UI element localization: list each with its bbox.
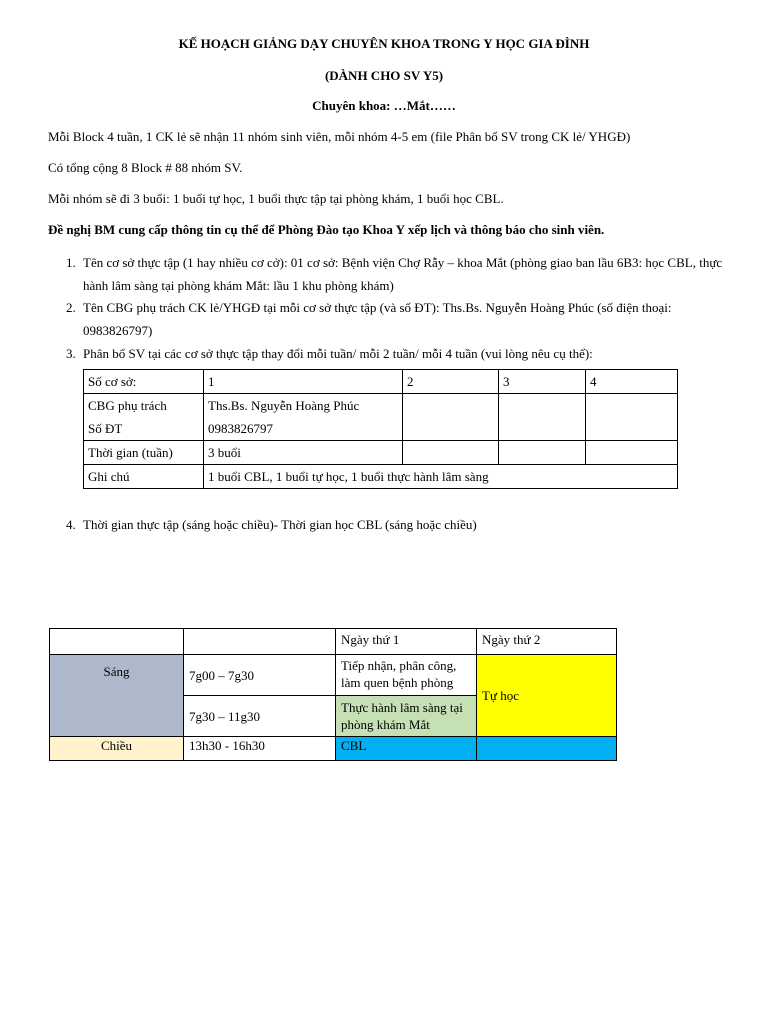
table-cell: 1: [204, 370, 403, 394]
table-cell: Tiếp nhận, phân công, làm quen bệnh phòng: [336, 655, 477, 696]
clinic-cell: Thực hành lâm sàng tại phòng khám Mắt: [336, 696, 477, 737]
paragraph-block-info: Mỗi Block 4 tuần, 1 CK lẻ sẽ nhận 11 nhóm sinh viên, mỗi nhóm 4-5 em (file Phân bổ SV trong CK lẻ/ YHGĐ): [48, 129, 631, 144]
document-title: KẾ HOẠCH GIẢNG DẠY CHUYÊN KHOA TRONG Y HỌC GIA ĐÌNH: [178, 36, 590, 51]
specialty-line: Chuyên khoa: …Mắt……: [312, 98, 456, 113]
paragraph-total-blocks: Có tổng cộng 8 Block # 88 nhóm SV.: [48, 160, 243, 175]
table-cell: Ngày thứ 2: [477, 629, 617, 655]
table-row: [84, 465, 678, 489]
table-cell: 13h30 - 16h30: [184, 737, 336, 761]
table-row: [50, 655, 617, 696]
cell-line: 0983826797: [208, 421, 273, 436]
table-cell: [184, 629, 336, 655]
table-cell: [403, 394, 499, 441]
list-text: Thời gian thực tập (sáng hoặc chiều)- Thời gian học CBL (sáng hoặc chiều): [83, 517, 477, 532]
table-row: [84, 394, 678, 441]
table-cell: Ngày thứ 1: [336, 629, 477, 655]
list-number: 4.: [66, 517, 76, 532]
table-cell: Ghi chú: [84, 465, 204, 489]
list-text: Tên cơ sở thực tập (1 hay nhiều cơ cở): 01 cơ sở: Bệnh viện Chợ Rẫy – khoa Mắt (phòng giao ban lầu 6B3: học CBL, thực hành lâm sàng tại phòng khám Mắt: lầu 1 khu phòng khám): [83, 255, 723, 293]
list-text: Phân bổ SV tại các cơ sở thực tập thay đổi mỗi tuần/ mỗi 2 tuần/ mỗi 4 tuần (vui lòng nêu cụ thể):: [83, 346, 593, 361]
table-row: [84, 370, 678, 394]
table-cell: 4: [586, 370, 678, 394]
table-cell: [499, 394, 586, 441]
table-cell: [204, 394, 403, 441]
schedule-table: [49, 628, 617, 761]
table-cell: [50, 629, 184, 655]
table-cell: [499, 441, 586, 465]
list-number: 1.: [66, 255, 76, 270]
table-cell: Số cơ sở:: [84, 370, 204, 394]
table-cell: [84, 394, 204, 441]
paragraph-sessions: Mỗi nhóm sẽ đi 3 buổi: 1 buổi tự học, 1 buổi thực tập tại phòng khám, 1 buổi học CBL.: [48, 191, 504, 206]
table-cell: 1 buổi CBL, 1 buổi tự học, 1 buổi thực hành lâm sàng: [204, 465, 678, 489]
list-text: Tên CBG phụ trách CK lẻ/YHGĐ tại mỗi cơ sở thực tập (và số ĐT): Ths.Bs. Nguyễn Hoàng Phúc (số điện thoại: 0983826797): [83, 300, 672, 338]
afternoon-cell: Chiều: [50, 737, 184, 761]
table-cell: 2: [403, 370, 499, 394]
table-cell: 7g30 – 11g30: [184, 696, 336, 737]
list-number: 3.: [66, 346, 76, 361]
cell-line: Số ĐT: [88, 421, 123, 436]
cbl-cell: CBL: [336, 737, 477, 761]
list-number: 2.: [66, 300, 76, 315]
document-subtitle: (DÀNH CHO SV Y5): [324, 68, 444, 83]
facility-table: [83, 369, 678, 489]
cbl-cell-day2: [477, 737, 617, 761]
table-cell: [586, 394, 678, 441]
table-cell: [403, 441, 499, 465]
table-cell: 3: [499, 370, 586, 394]
cell-line: CBG phụ trách: [88, 398, 167, 413]
table-cell: [586, 441, 678, 465]
table-cell: 7g00 – 7g30: [184, 655, 336, 696]
request-paragraph: Đề nghị BM cung cấp thông tin cụ thể để Phòng Đào tạo Khoa Y xếp lịch và thông báo cho sinh viên.: [48, 222, 605, 237]
table-cell: Thời gian (tuần): [84, 441, 204, 465]
cell-line: Ths.Bs. Nguyễn Hoàng Phúc: [208, 398, 360, 413]
self-study-cell: Tự học: [477, 655, 617, 737]
table-row: [50, 629, 617, 655]
table-row: [84, 441, 678, 465]
table-cell: 3 buổi: [204, 441, 403, 465]
table-row: [50, 737, 617, 761]
morning-cell: Sáng: [50, 655, 184, 737]
